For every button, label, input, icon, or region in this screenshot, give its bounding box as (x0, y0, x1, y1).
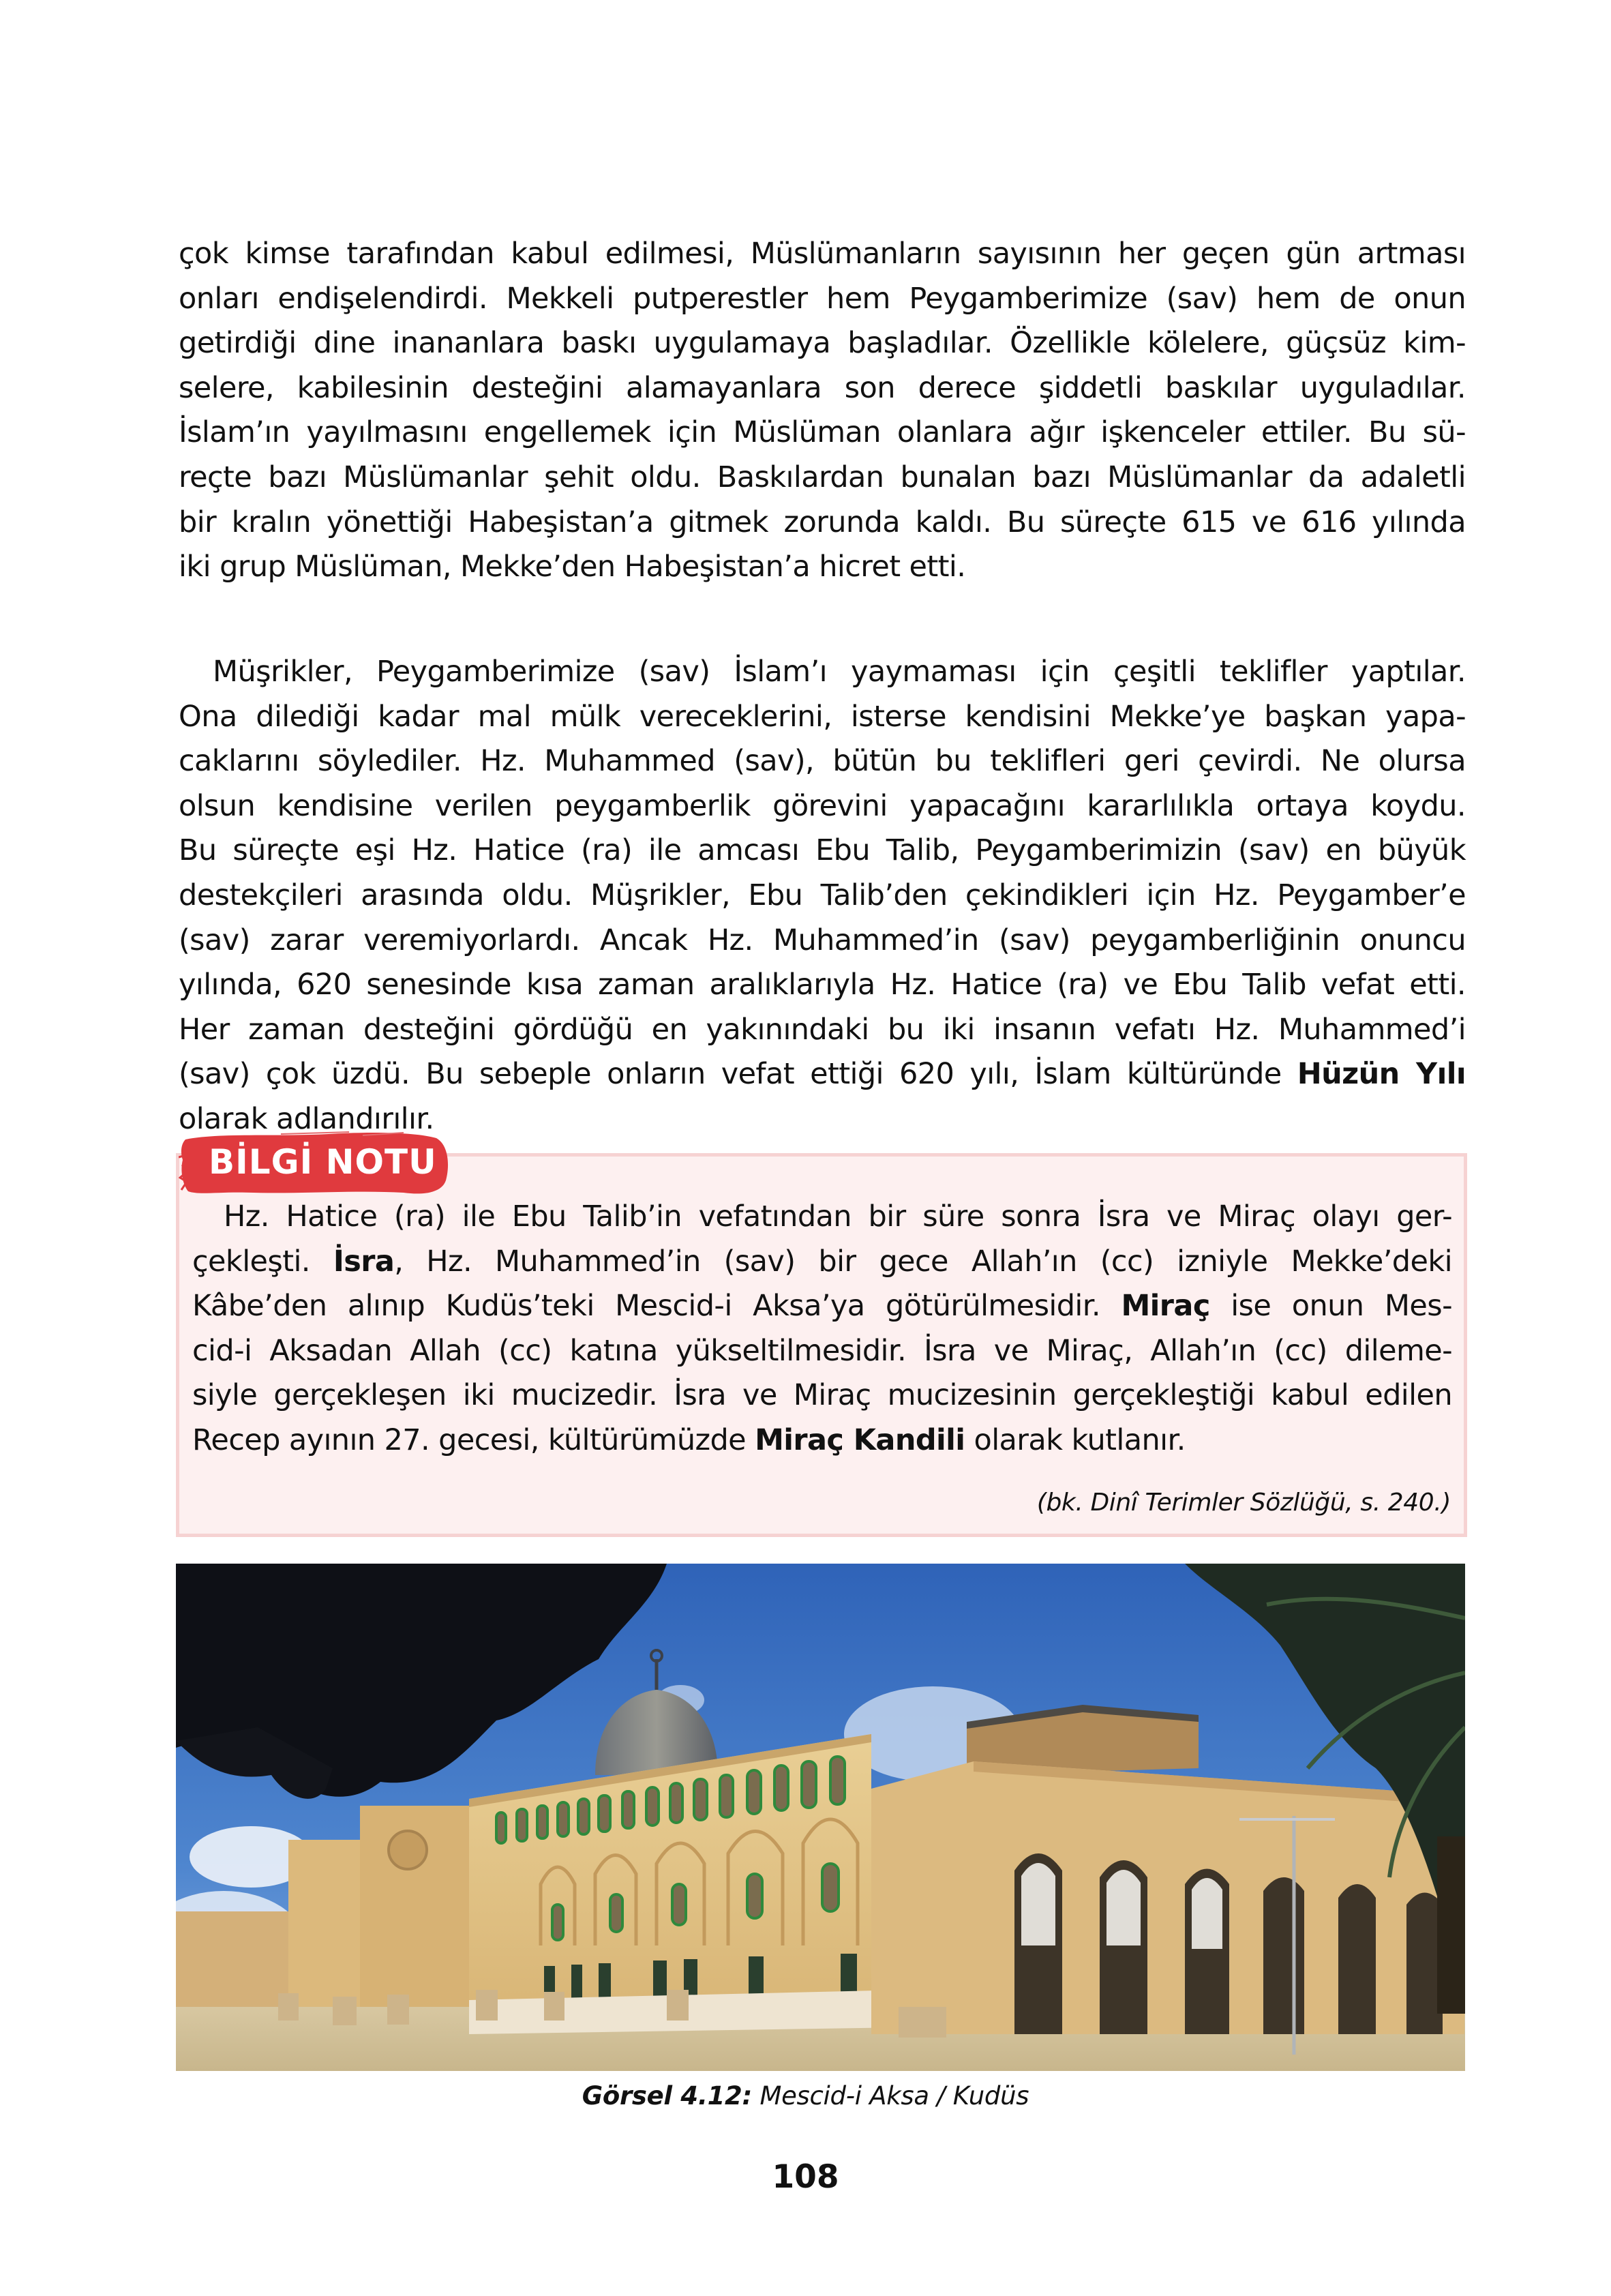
mosque-photo (176, 1564, 1465, 2071)
paragraph-persecution (179, 232, 1466, 590)
key-term-mirac-kandili: Miraç Kandili (755, 1422, 965, 1457)
text-line: olsun kendisine verilen peygamberlik görevini yapacağını kararlılıkla ortaya koydu. (179, 788, 1466, 823)
text-line: selere, kabilesinin desteğini alamayanlara son derece şiddetli baskılar uyguladılar. (179, 370, 1466, 405)
text-line: bir kralın yönettiği Habeşistan’a gitmek zorunda kaldı. Bu süreçte 615 ve 616 yılında (179, 505, 1466, 539)
text-fragment: (sav) çok üzdü. Bu sebeple onların vefat ettiği 620 yılı, İslam kültüründe (179, 1057, 1297, 1092)
text-line: caklarını söylediler. Hz. Muhammed (sav), bütün bu teklifleri geri çevirdi. Ne olursa (179, 744, 1466, 779)
figure-caption (0, 2081, 1611, 2111)
figure-title: Mescid-i Aksa / Kudüs (751, 2081, 1029, 2111)
al-aqsa-mosque-image (176, 1564, 1465, 2071)
text-line: (sav) zarar veremiyorlardı. Ancak Hz. Muhammed’in (sav) peygamberliğinin onuncu (179, 923, 1466, 957)
dictionary-reference: (bk. Dinî Terimler Sözlüğü, s. 240.) (1036, 1489, 1451, 1517)
text-line: İslam’ın yayılmasını engellemek için Müslüman olanlara ağır işkenceler ettiler. Bu sü- (179, 415, 1466, 450)
text-fragment: olarak kutlanır. (965, 1422, 1186, 1457)
text-line: iki grup Müslüman, Mekke’den Habeşistan’a hicret etti. (179, 550, 966, 584)
text-line: siyle gerçekleşen iki mucizedir. İsra ve Miraç mucizesinin gerçekleştiği kabul edilen (192, 1378, 1452, 1413)
text-fragment: , Hz. Muhammed’in (sav) bir gece Allah’ın (cc) izniyle Mekke’deki (394, 1244, 1452, 1279)
text-fragment: Recep ayının 27. gecesi, kültürümüzde (192, 1422, 755, 1457)
page-number: 108 (772, 2158, 839, 2196)
key-term-isra: İsra (333, 1244, 395, 1279)
key-term-mirac: Miraç (1121, 1289, 1210, 1324)
text-line: cid-i Aksadan Allah (cc) katına yükseltilmesidir. İsra ve Miraç, Allah’ın (cc) dileme- (192, 1333, 1452, 1368)
text-fragment: ise onun Mes- (1209, 1289, 1452, 1324)
info-note-title: BİLGİ NOTU (209, 1142, 437, 1182)
figure-number: Görsel 4.12: (582, 2081, 752, 2111)
text-line (179, 1052, 1466, 1097)
text-line: Her zaman desteğini gördüğü en yakınındaki bu iki insanın vefatı Hz. Muhammed’i (179, 1012, 1466, 1047)
text-line: reçte bazı Müslümanlar şehit oldu. Baskılardan bunalan bazı Müslümanlar da adaletli (179, 460, 1466, 494)
text-line: destekçileri arasında oldu. Müşrikler, Ebu Talib’den çekindikleri için Hz. Peygamber’e (179, 878, 1466, 912)
text-line (192, 1284, 1452, 1329)
info-note-text (192, 1195, 1452, 1463)
text-line: onları endişelendirdi. Mekkeli putperestler hem Peygamberimize (sav) hem de onun (179, 281, 1466, 316)
text-line: getirdiği dine inananlara baskı uygulamaya başladılar. Özellikle kölelere, güçsüz kim- (179, 326, 1466, 361)
text-line (192, 1240, 1452, 1285)
text-fragment: Kâbe’den alınıp Kudüs’teki Mescid-i Aksa’ya götürülmesidir. (192, 1289, 1121, 1324)
paragraph-year-of-sorrow (179, 650, 1466, 1142)
key-term-huzun-yili: Hüzün Yılı (1297, 1057, 1466, 1092)
text-line: çok kimse tarafından kabul edilmesi, Müslümanların sayısının her geçen gün artması (179, 237, 1466, 271)
text-fragment: çekleşti. (192, 1244, 333, 1279)
text-line: olarak adlandırılır. (179, 1101, 434, 1136)
text-line: Bu süreçte eşi Hz. Hatice (ra) ile amcası Ebu Talib, Peygamberimizin (sav) en büyük (179, 833, 1466, 868)
text-line (192, 1418, 1452, 1463)
text-line: Müşrikler, Peygamberimize (sav) İslam’ı yaymaması için çeşitli teklifler yaptılar. (213, 655, 1466, 689)
text-line: Hz. Hatice (ra) ile Ebu Talib’in vefatından bir süre sonra İsra ve Miraç olayı ger- (224, 1199, 1452, 1234)
info-note-badge (179, 1130, 451, 1195)
text-line: Ona dilediği kadar mal mülk vereceklerini, isterse kendisini Mekke’ye başkan yapa- (179, 699, 1466, 734)
text-line: yılında, 620 senesinde kısa zaman aralıklarıyla Hz. Hatice (ra) ve Ebu Talib vefat etti. (179, 968, 1466, 1002)
